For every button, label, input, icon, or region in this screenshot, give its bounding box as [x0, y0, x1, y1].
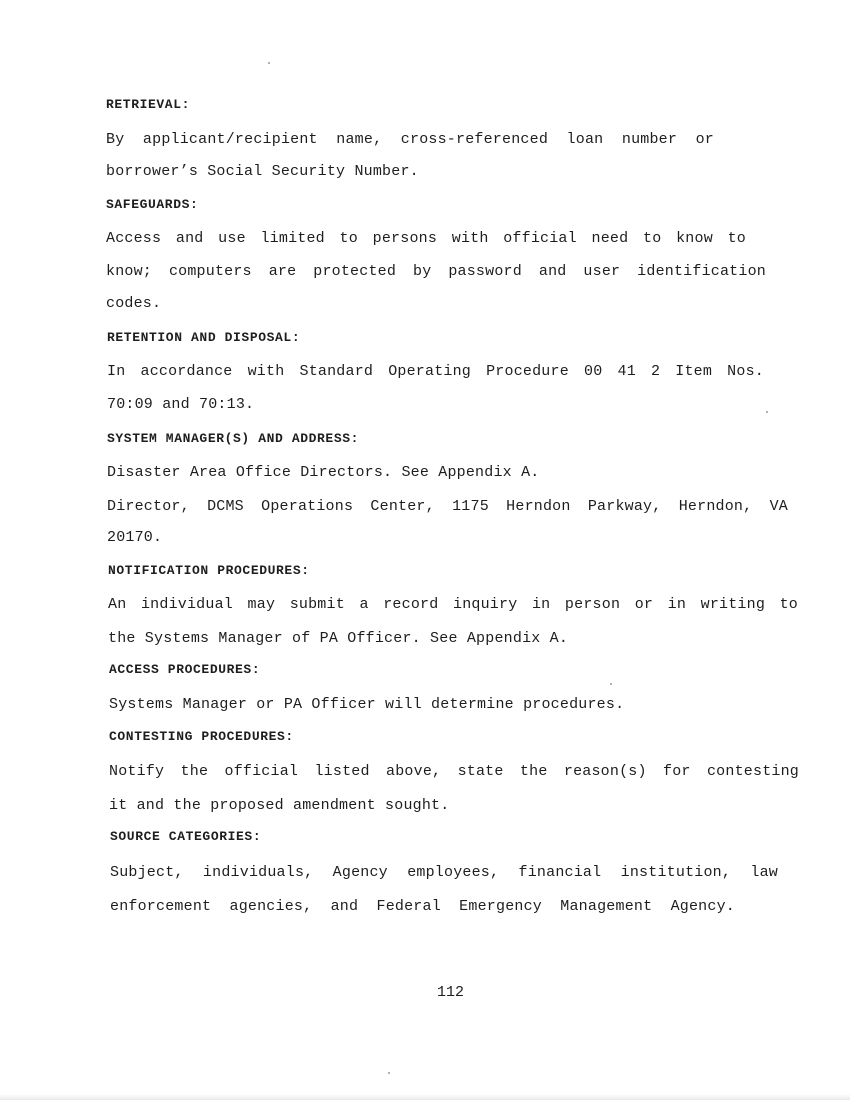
- section-text-line: 70:09 and 70:13.: [107, 396, 255, 413]
- scan-speck: [610, 683, 612, 685]
- section-text-line: Systems Manager or PA Officer will determine procedures.: [109, 696, 625, 713]
- section-text-line: know; computers are protected by password and user identification: [106, 263, 766, 280]
- section-text-line: Director, DCMS Operations Center, 1175 Herndon Parkway, Herndon, VA: [107, 498, 788, 515]
- section-heading-access-procedures: ACCESS PROCEDURES:: [109, 662, 261, 677]
- section-heading-system-managers-and-address: SYSTEM MANAGER(S) AND ADDRESS:: [107, 431, 360, 446]
- section-text-line: borrower’s Social Security Number.: [106, 163, 419, 180]
- scan-speck: [766, 411, 768, 413]
- section-text-line: Subject, individuals, Agency employees, financial institution, law: [110, 864, 778, 881]
- section-text-line: enforcement agencies, and Federal Emergency Management Agency.: [110, 898, 735, 915]
- section-heading-notification-procedures: NOTIFICATION PROCEDURES:: [108, 563, 310, 578]
- scan-bottom-edge: [0, 1094, 850, 1100]
- section-text-line: An individual may submit a record inquiry in person or in writing to: [108, 596, 798, 613]
- section-heading-retention-and-disposal: RETENTION AND DISPOSAL:: [107, 330, 301, 345]
- page-number: 112: [437, 984, 465, 1001]
- section-text-line: Access and use limited to persons with official need to know to: [106, 230, 746, 247]
- section-text-line: 20170.: [107, 529, 163, 546]
- section-heading-safeguards: SAFEGUARDS:: [106, 197, 199, 212]
- section-text-line: it and the proposed amendment sought.: [109, 797, 450, 814]
- section-text-line: In accordance with Standard Operating Procedure 00 41 2 Item Nos.: [107, 363, 764, 380]
- section-text-line: By applicant/recipient name, cross-referenced loan number or: [106, 131, 714, 148]
- section-heading-retrieval: RETRIEVAL:: [106, 97, 191, 112]
- section-heading-contesting-procedures: CONTESTING PROCEDURES:: [109, 729, 294, 744]
- section-text-line: Disaster Area Office Directors. See Appendix A.: [107, 464, 540, 481]
- scan-speck: [268, 62, 270, 64]
- section-text-line: codes.: [106, 295, 162, 312]
- section-text-line: Notify the official listed above, state the reason(s) for contesting: [109, 763, 799, 780]
- scan-speck: [388, 1072, 390, 1074]
- section-text-line: the Systems Manager of PA Officer. See Appendix A.: [108, 630, 569, 647]
- section-heading-source-categories: SOURCE CATEGORIES:: [110, 829, 262, 844]
